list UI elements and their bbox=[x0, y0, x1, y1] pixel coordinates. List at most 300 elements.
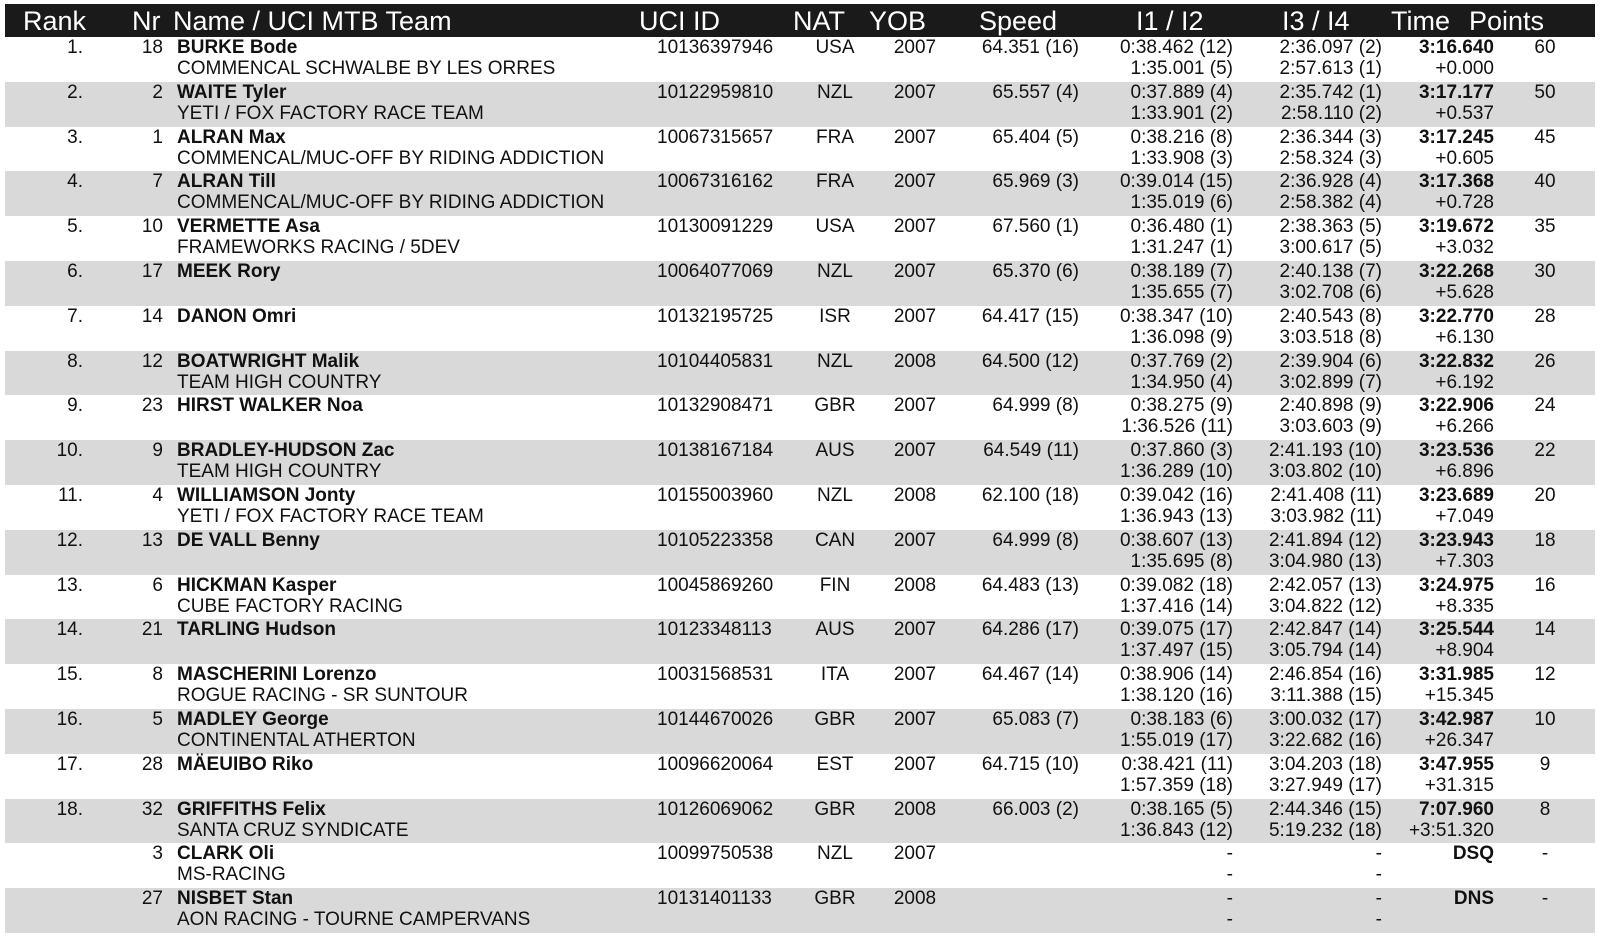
year-of-birth: 2007 bbox=[893, 260, 937, 282]
points-value: 26 bbox=[1534, 350, 1556, 372]
points-value: 35 bbox=[1534, 216, 1556, 238]
uci-id: 10130091229 bbox=[657, 216, 774, 238]
table-row bbox=[5, 440, 1595, 485]
nation: FRA bbox=[816, 126, 854, 148]
rank-cell: 6. bbox=[67, 260, 83, 282]
points-value: - bbox=[1541, 888, 1549, 910]
uci-id: 10099750538 bbox=[657, 843, 774, 865]
split-i2: 1:35.001 (5) bbox=[1130, 58, 1233, 79]
split-i3: 3:04.203 (18) bbox=[1268, 753, 1382, 775]
header-time: Time bbox=[1391, 6, 1450, 36]
bib-number: 4 bbox=[152, 484, 163, 506]
rider-name: HICKMAN Kasper bbox=[177, 574, 337, 596]
split-i4: 3:22.682 (16) bbox=[1268, 729, 1382, 751]
rider-name: ALRAN Till bbox=[177, 171, 276, 193]
uci-id: 10155003960 bbox=[657, 484, 774, 506]
split-i3: 2:36.344 (3) bbox=[1279, 126, 1382, 148]
split-i1: 0:38.189 (7) bbox=[1130, 260, 1233, 282]
split-i1: 0:39.014 (15) bbox=[1119, 171, 1233, 193]
split-i4: 3:03.603 (9) bbox=[1279, 416, 1382, 438]
split-i3: 2:42.057 (13) bbox=[1268, 574, 1382, 596]
time-gap: +5.628 bbox=[1435, 281, 1494, 303]
nation: GBR bbox=[814, 888, 856, 910]
finish-time: 7:07.960 bbox=[1418, 798, 1494, 820]
table-row bbox=[5, 37, 1595, 82]
split-i2: 1:57.359 (18) bbox=[1119, 774, 1233, 796]
table-row bbox=[5, 619, 1595, 664]
bib-number: 6 bbox=[152, 574, 163, 596]
finish-time: 3:23.689 bbox=[1418, 484, 1494, 506]
year-of-birth: 2007 bbox=[893, 753, 937, 775]
rank-cell: 12. bbox=[56, 529, 83, 551]
split-i4: 3:03.518 (8) bbox=[1279, 326, 1382, 348]
rider-name: CLARK Oli bbox=[177, 843, 275, 865]
rank-cell: 3. bbox=[67, 126, 83, 148]
bib-number: 27 bbox=[141, 888, 163, 910]
split-i1: 0:38.607 (13) bbox=[1119, 529, 1233, 551]
points-value: 10 bbox=[1534, 708, 1556, 730]
points-value: 30 bbox=[1534, 260, 1556, 282]
team-name: TEAM HIGH COUNTRY bbox=[177, 371, 382, 393]
split-i2: 1:36.943 (13) bbox=[1119, 505, 1233, 527]
uci-id: 10132908471 bbox=[657, 395, 774, 417]
time-gap: +3:51.320 bbox=[1408, 819, 1494, 841]
nation: GBR bbox=[814, 708, 856, 730]
split-i1: 0:39.042 (16) bbox=[1119, 484, 1233, 506]
header-i1-i2: I1 / I2 bbox=[1136, 6, 1204, 36]
bib-number: 28 bbox=[141, 753, 163, 775]
header-nr: Nr bbox=[132, 6, 161, 36]
split-i2: 1:33.908 (3) bbox=[1130, 147, 1233, 169]
table-row bbox=[5, 575, 1595, 620]
year-of-birth: 2007 bbox=[893, 171, 937, 193]
team-name: TEAM HIGH COUNTRY bbox=[177, 461, 382, 483]
time-gap: +26.347 bbox=[1424, 729, 1494, 751]
split-i2: 1:35.019 (6) bbox=[1130, 192, 1233, 214]
split-i1: 0:38.421 (11) bbox=[1121, 753, 1233, 775]
nation: NZL bbox=[817, 843, 853, 865]
bib-number: 23 bbox=[141, 395, 163, 417]
split-i2: 1:36.843 (12) bbox=[1119, 819, 1233, 841]
team-name: MS-RACING bbox=[177, 864, 286, 886]
bib-number: 13 bbox=[141, 529, 163, 551]
split-i3: 2:40.138 (7) bbox=[1279, 260, 1382, 282]
split-i1: 0:38.906 (14) bbox=[1119, 664, 1233, 686]
speed-value: 62.100 (18) bbox=[981, 484, 1079, 506]
split-i4: 3:27.949 (17) bbox=[1268, 774, 1382, 796]
split-i3: 2:46.854 (16) bbox=[1268, 664, 1382, 686]
split-i3: 2:36.928 (4) bbox=[1279, 171, 1382, 193]
points-value: 16 bbox=[1534, 574, 1556, 596]
rank-cell: 1. bbox=[67, 37, 83, 58]
team-name: COMMENCAL/MUC-OFF BY RIDING ADDICTION bbox=[177, 147, 605, 169]
finish-time: 3:16.640 bbox=[1418, 37, 1494, 58]
rank-cell: 16. bbox=[56, 708, 83, 730]
speed-value: 64.999 (8) bbox=[992, 395, 1079, 417]
speed-value: 65.557 (4) bbox=[992, 81, 1079, 103]
split-i1: 0:39.075 (17) bbox=[1119, 619, 1233, 641]
uci-id: 10136397946 bbox=[657, 37, 774, 58]
year-of-birth: 2007 bbox=[893, 664, 937, 686]
table-row bbox=[5, 799, 1595, 844]
year-of-birth: 2007 bbox=[893, 529, 937, 551]
rider-name: WAITE Tyler bbox=[177, 81, 287, 103]
finish-time: 3:24.975 bbox=[1418, 574, 1494, 596]
finish-time: 3:23.943 bbox=[1418, 529, 1494, 551]
time-gap: +8.335 bbox=[1435, 595, 1494, 617]
bib-number: 3 bbox=[152, 843, 163, 865]
bib-number: 8 bbox=[152, 664, 163, 686]
rider-name: MADLEY George bbox=[177, 708, 329, 730]
finish-time: 3:23.536 bbox=[1418, 440, 1494, 462]
split-i3: 2:44.346 (15) bbox=[1268, 798, 1382, 820]
speed-value: 64.500 (12) bbox=[981, 350, 1079, 372]
table-row bbox=[5, 261, 1595, 306]
points-value: 22 bbox=[1534, 440, 1556, 462]
year-of-birth: 2007 bbox=[893, 843, 937, 865]
bib-number: 18 bbox=[141, 37, 163, 58]
uci-id: 10131401133 bbox=[657, 888, 772, 910]
table-row bbox=[5, 127, 1595, 172]
split-i2: 1:35.695 (8) bbox=[1130, 550, 1233, 572]
finish-time: 3:17.245 bbox=[1418, 126, 1494, 148]
uci-id: 10132195725 bbox=[657, 305, 774, 327]
rank-cell: 11. bbox=[57, 484, 83, 506]
split-i3: 2:39.904 (6) bbox=[1279, 350, 1382, 372]
split-i2: 1:36.526 (11) bbox=[1121, 416, 1233, 438]
split-i4: 3:05.794 (14) bbox=[1268, 640, 1382, 662]
split-i1: 0:39.082 (18) bbox=[1119, 574, 1233, 596]
split-i2: 1:55.019 (17) bbox=[1119, 729, 1233, 751]
nation: USA bbox=[815, 216, 855, 238]
team-name: COMMENCAL/MUC-OFF BY RIDING ADDICTION bbox=[177, 192, 605, 214]
points-value: 40 bbox=[1534, 171, 1556, 193]
table-row bbox=[5, 216, 1595, 261]
split-i1: - bbox=[1226, 888, 1233, 910]
finish-time: 3:47.955 bbox=[1418, 753, 1494, 775]
team-name: SANTA CRUZ SYNDICATE bbox=[177, 819, 409, 841]
split-i4: 3:02.708 (6) bbox=[1279, 281, 1382, 303]
finish-time: 3:31.985 bbox=[1418, 664, 1494, 686]
rider-name: DE VALL Benny bbox=[177, 529, 320, 551]
speed-value: 64.549 (11) bbox=[983, 440, 1079, 462]
rider-name: VERMETTE Asa bbox=[177, 216, 320, 238]
finish-time: 3:22.906 bbox=[1418, 395, 1494, 417]
uci-id: 10104405831 bbox=[657, 350, 774, 372]
team-name: ROGUE RACING - SR SUNTOUR bbox=[177, 685, 469, 707]
speed-value: 64.467 (14) bbox=[981, 664, 1079, 686]
split-i1: - bbox=[1226, 843, 1233, 865]
rider-name: NISBET Stan bbox=[177, 888, 294, 910]
header-speed: Speed bbox=[979, 6, 1058, 36]
rider-name: BURKE Bode bbox=[177, 37, 298, 58]
time-gap: +7.049 bbox=[1435, 505, 1494, 527]
split-i2: 1:34.950 (4) bbox=[1130, 371, 1233, 393]
table-row bbox=[5, 306, 1595, 351]
split-i2: 1:36.098 (9) bbox=[1130, 326, 1233, 348]
header-name-team: Name / UCI MTB Team bbox=[173, 6, 452, 36]
nation: NZL bbox=[817, 260, 853, 282]
bib-number: 21 bbox=[141, 619, 163, 641]
finish-time: 3:17.177 bbox=[1418, 81, 1494, 103]
points-value: 24 bbox=[1534, 395, 1556, 417]
year-of-birth: 2007 bbox=[893, 708, 937, 730]
header-points: Points bbox=[1469, 6, 1545, 36]
year-of-birth: 2007 bbox=[893, 619, 937, 641]
split-i2: 1:37.497 (15) bbox=[1119, 640, 1233, 662]
table-row bbox=[5, 485, 1595, 530]
uci-id: 10096620064 bbox=[657, 753, 774, 775]
rank-cell: 5. bbox=[67, 216, 83, 238]
nation: FIN bbox=[819, 574, 851, 596]
rank-cell: 9. bbox=[67, 395, 83, 417]
split-i3: 2:35.742 (1) bbox=[1279, 81, 1382, 103]
finish-time: 3:17.368 bbox=[1418, 171, 1494, 193]
rank-cell: 18. bbox=[56, 798, 83, 820]
finish-time: 3:19.672 bbox=[1418, 216, 1494, 238]
team-name: COMMENCAL SCHWALBE BY LES ORRES bbox=[177, 58, 556, 79]
nation: GBR bbox=[814, 798, 856, 820]
speed-value: 64.715 (10) bbox=[981, 753, 1079, 775]
rider-name: TARLING Hudson bbox=[177, 619, 337, 641]
finish-time: 3:22.770 bbox=[1418, 305, 1494, 327]
speed-value: 64.999 (8) bbox=[992, 529, 1079, 551]
split-i3: 2:40.543 (8) bbox=[1279, 305, 1382, 327]
year-of-birth: 2008 bbox=[893, 798, 937, 820]
time-gap: +0.000 bbox=[1435, 58, 1494, 79]
split-i4: 2:58.110 (2) bbox=[1280, 102, 1382, 124]
points-value: 9 bbox=[1539, 753, 1551, 775]
split-i3: 2:40.898 (9) bbox=[1279, 395, 1382, 417]
year-of-birth: 2007 bbox=[893, 216, 937, 238]
split-i4: 3:11.388 (15) bbox=[1270, 685, 1382, 707]
finish-time: 3:42.987 bbox=[1418, 708, 1494, 730]
split-i1: 0:37.889 (4) bbox=[1130, 81, 1233, 103]
header-uci-id: UCI ID bbox=[639, 6, 720, 36]
split-i3: - bbox=[1375, 888, 1382, 910]
team-name: FRAMEWORKS RACING / 5DEV bbox=[177, 237, 460, 259]
rider-name: BOATWRIGHT Malik bbox=[177, 350, 360, 372]
split-i3: 2:42.847 (14) bbox=[1268, 619, 1382, 641]
points-value: 12 bbox=[1534, 664, 1556, 686]
rider-name: MEEK Rory bbox=[177, 260, 281, 282]
finish-time: 3:25.544 bbox=[1418, 619, 1494, 641]
nation: CAN bbox=[814, 529, 856, 551]
year-of-birth: 2007 bbox=[893, 440, 937, 462]
split-i1: 0:38.216 (8) bbox=[1130, 126, 1233, 148]
uci-id: 10138167184 bbox=[657, 440, 774, 462]
rider-name: GRIFFITHS Felix bbox=[177, 798, 326, 820]
speed-value: 66.003 (2) bbox=[992, 798, 1079, 820]
year-of-birth: 2008 bbox=[893, 888, 937, 910]
split-i3: 2:41.894 (12) bbox=[1268, 529, 1382, 551]
rider-name: ALRAN Max bbox=[177, 126, 286, 148]
points-value: 60 bbox=[1534, 37, 1556, 58]
split-i1: 0:38.347 (10) bbox=[1119, 305, 1233, 327]
table-row bbox=[5, 888, 1595, 933]
time-gap: +8.904 bbox=[1435, 640, 1494, 662]
points-value: 45 bbox=[1534, 126, 1556, 148]
split-i2: 1:31.247 (1) bbox=[1130, 237, 1233, 259]
nation: NZL bbox=[817, 81, 853, 103]
time-gap: +6.130 bbox=[1435, 326, 1494, 348]
split-i2: 1:33.901 (2) bbox=[1130, 102, 1233, 124]
team-name: CONTINENTAL ATHERTON bbox=[177, 729, 416, 751]
split-i2: 1:36.289 (10) bbox=[1119, 461, 1233, 483]
bib-number: 2 bbox=[152, 81, 163, 103]
rank-cell: 10. bbox=[56, 440, 83, 462]
rider-name: HIRST WALKER Noa bbox=[177, 395, 363, 417]
rider-name: MÄEUIBO Riko bbox=[177, 753, 314, 775]
split-i4: 2:58.382 (4) bbox=[1279, 192, 1382, 214]
nation: ISR bbox=[819, 305, 851, 327]
split-i4: 2:58.324 (3) bbox=[1279, 147, 1382, 169]
time-gap: +15.345 bbox=[1424, 685, 1494, 707]
year-of-birth: 2007 bbox=[893, 81, 937, 103]
time-gap: +0.605 bbox=[1435, 147, 1494, 169]
uci-id: 10067315657 bbox=[657, 126, 774, 148]
split-i3: 2:41.193 (10) bbox=[1268, 440, 1382, 462]
split-i2: - bbox=[1226, 864, 1233, 886]
speed-value: 64.417 (15) bbox=[981, 305, 1079, 327]
table-row bbox=[5, 754, 1595, 799]
nation: GBR bbox=[814, 395, 856, 417]
year-of-birth: 2008 bbox=[893, 484, 937, 506]
uci-id: 10067316162 bbox=[657, 171, 774, 193]
split-i4: 5:19.232 (18) bbox=[1268, 819, 1382, 841]
header-nat: NAT bbox=[793, 6, 845, 36]
speed-value: 65.404 (5) bbox=[992, 126, 1079, 148]
split-i2: 1:35.655 (7) bbox=[1130, 281, 1233, 303]
split-i1: 0:38.183 (6) bbox=[1130, 708, 1233, 730]
table-row bbox=[5, 82, 1595, 127]
speed-value: 64.351 (16) bbox=[981, 37, 1079, 58]
bib-number: 32 bbox=[141, 798, 163, 820]
header-i3-i4: I3 / I4 bbox=[1282, 6, 1350, 36]
table-row bbox=[5, 395, 1595, 440]
rider-name: DANON Omri bbox=[177, 305, 297, 327]
split-i3: 2:41.408 (11) bbox=[1270, 484, 1382, 506]
speed-value: 65.969 (3) bbox=[992, 171, 1079, 193]
points-value: 14 bbox=[1534, 619, 1556, 641]
bib-number: 17 bbox=[141, 260, 163, 282]
split-i3: 3:00.032 (17) bbox=[1268, 708, 1382, 730]
nation: AUS bbox=[815, 440, 855, 462]
uci-id: 10144670026 bbox=[657, 708, 774, 730]
uci-id: 10031568531 bbox=[657, 664, 774, 686]
table-row bbox=[5, 843, 1595, 888]
split-i4: 3:03.982 (11) bbox=[1270, 505, 1382, 527]
team-name: CUBE FACTORY RACING bbox=[177, 595, 403, 617]
finish-time: DNS bbox=[1453, 888, 1494, 910]
points-value: 50 bbox=[1534, 81, 1556, 103]
time-gap: +6.266 bbox=[1435, 416, 1494, 438]
split-i4: - bbox=[1375, 909, 1382, 931]
finish-time: 3:22.832 bbox=[1418, 350, 1494, 372]
split-i1: 0:37.860 (3) bbox=[1130, 440, 1233, 462]
bib-number: 5 bbox=[152, 708, 163, 730]
points-value: 18 bbox=[1534, 529, 1556, 551]
year-of-birth: 2008 bbox=[893, 574, 937, 596]
rank-cell: 17. bbox=[56, 753, 83, 775]
time-gap: +7.303 bbox=[1435, 550, 1494, 572]
team-name: YETI / FOX FACTORY RACE TEAM bbox=[177, 505, 484, 527]
year-of-birth: 2007 bbox=[893, 37, 937, 58]
split-i2: 1:38.120 (16) bbox=[1119, 685, 1233, 707]
split-i2: 1:37.416 (14) bbox=[1119, 595, 1233, 617]
bib-number: 14 bbox=[141, 305, 163, 327]
year-of-birth: 2008 bbox=[893, 350, 937, 372]
points-value: 20 bbox=[1534, 484, 1556, 506]
team-name: AON RACING - TOURNE CAMPERVANS bbox=[177, 909, 531, 931]
rank-cell: 4. bbox=[67, 171, 83, 193]
bib-number: 12 bbox=[141, 350, 163, 372]
split-i1: 0:38.462 (12) bbox=[1119, 37, 1233, 58]
points-value: 8 bbox=[1539, 798, 1551, 820]
rank-cell: 7. bbox=[67, 305, 83, 327]
speed-value: 64.483 (13) bbox=[981, 574, 1079, 596]
split-i4: 3:02.899 (7) bbox=[1279, 371, 1382, 393]
speed-value: 67.560 (1) bbox=[992, 216, 1079, 238]
rank-cell: 8. bbox=[67, 350, 83, 372]
split-i4: 3:03.802 (10) bbox=[1268, 461, 1382, 483]
time-gap: +6.192 bbox=[1435, 371, 1494, 393]
nation: ITA bbox=[820, 664, 850, 686]
split-i1: 0:36.480 (1) bbox=[1130, 216, 1233, 238]
results-table-body bbox=[5, 37, 1595, 933]
bib-number: 7 bbox=[152, 171, 163, 193]
split-i1: 0:37.769 (2) bbox=[1130, 350, 1233, 372]
table-row bbox=[5, 171, 1595, 216]
nation: USA bbox=[815, 37, 855, 58]
uci-id: 10122959810 bbox=[657, 81, 774, 103]
year-of-birth: 2007 bbox=[893, 305, 937, 327]
bib-number: 9 bbox=[152, 440, 163, 462]
uci-id: 10126069062 bbox=[657, 798, 774, 820]
uci-id: 10105223358 bbox=[657, 529, 774, 551]
nation: EST bbox=[816, 753, 854, 775]
team-name: YETI / FOX FACTORY RACE TEAM bbox=[177, 102, 484, 124]
uci-id: 10045869260 bbox=[657, 574, 774, 596]
rider-name: BRADLEY-HUDSON Zac bbox=[177, 440, 395, 462]
speed-value: 65.083 (7) bbox=[992, 708, 1079, 730]
split-i3: - bbox=[1375, 843, 1382, 865]
split-i2: - bbox=[1226, 909, 1233, 931]
nation: AUS bbox=[815, 619, 855, 641]
time-gap: +0.537 bbox=[1435, 102, 1494, 124]
split-i1: 0:38.165 (5) bbox=[1130, 798, 1233, 820]
nation: NZL bbox=[817, 484, 853, 506]
time-gap: +31.315 bbox=[1424, 774, 1494, 796]
split-i1: 0:38.275 (9) bbox=[1130, 395, 1233, 417]
split-i4: 2:57.613 (1) bbox=[1279, 58, 1382, 79]
header-yob: YOB bbox=[869, 6, 927, 36]
nation: NZL bbox=[817, 350, 853, 372]
split-i3: 2:38.363 (5) bbox=[1279, 216, 1382, 238]
split-i4: - bbox=[1375, 864, 1382, 886]
time-gap: +3.032 bbox=[1435, 237, 1494, 259]
rider-name: WILLIAMSON Jonty bbox=[177, 484, 356, 506]
nation: FRA bbox=[816, 171, 854, 193]
finish-time: 3:22.268 bbox=[1418, 260, 1494, 282]
split-i4: 3:04.822 (12) bbox=[1268, 595, 1382, 617]
table-row bbox=[5, 709, 1595, 754]
bib-number: 1 bbox=[152, 126, 163, 148]
rider-name: MASCHERINI Lorenzo bbox=[177, 664, 377, 686]
table-header bbox=[5, 4, 1595, 37]
finish-time: DSQ bbox=[1452, 843, 1494, 865]
header-rank: Rank bbox=[23, 6, 87, 36]
